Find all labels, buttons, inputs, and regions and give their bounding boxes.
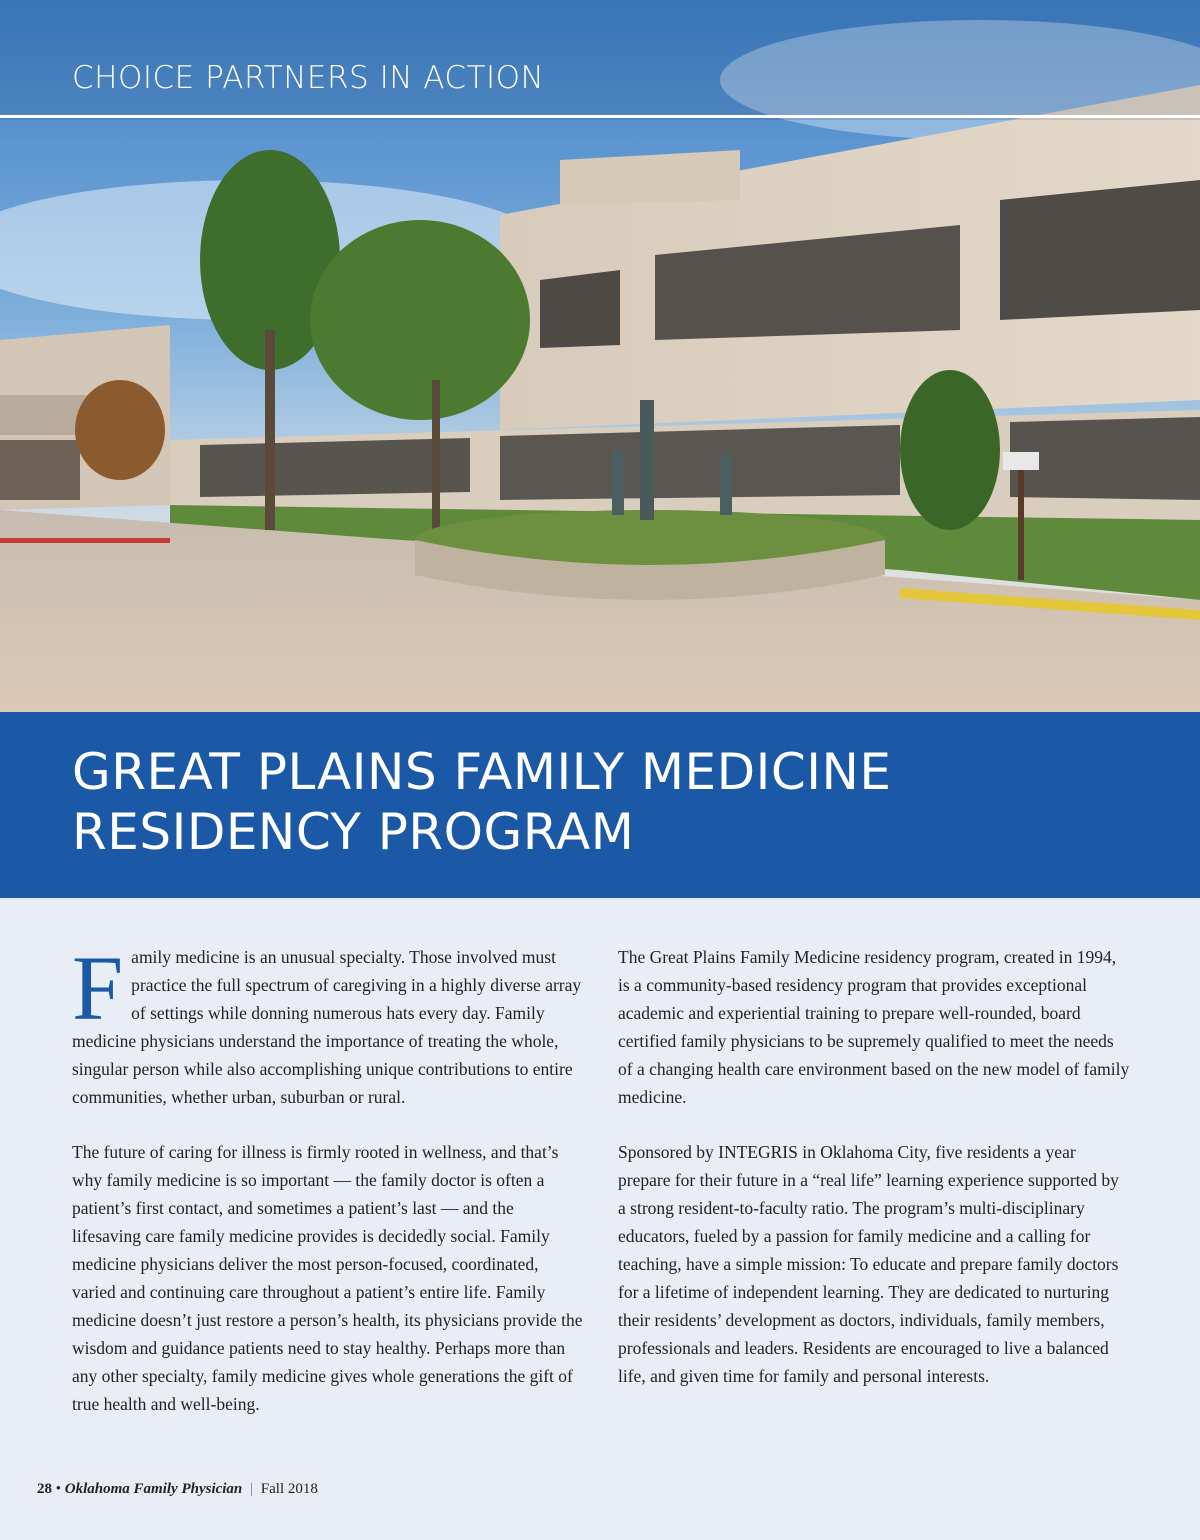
- footer-bullet: •: [55, 1481, 62, 1497]
- hero-photo: [0, 0, 1200, 712]
- building-photo-illustration: [0, 0, 1200, 712]
- right-paragraph-2: Sponsored by INTEGRIS in Oklahoma City, five residents a year prepare for their future in a “real life” learning experience supported by a strong resident-to-faculty ratio. The program’s multi-disciplinary educators, fueled by a passion for family medicine and a calling for teaching, have a simple mission: To educate and prepare family doctors for a lifetime of independent learning. They are dedicated to nurturing their residents’ development as doctors, individuals, family members, professionals and leaders. Residents are encouraged to live a balanced life, and given time for family and personal interests.: [618, 1142, 1119, 1386]
- section-label: CHOICE PARTNERS IN ACTION: [72, 60, 545, 96]
- drop-cap: F: [72, 937, 124, 1039]
- section-divider: [0, 115, 1200, 118]
- left-paragraph-1: [72, 937, 584, 1111]
- issue-date: Fall 2018: [260, 1481, 318, 1497]
- article-title-line-1: GREAT PLAINS FAMILY MEDICINE: [72, 743, 892, 801]
- left-paragraph-1-text: amily medicine is an unusual specialty. Those involved must practice the full spectrum of caregiving in a highly diverse array of settings while donning numerous hats every day. Family medicine physicians understand the importance of treating the whole, singular person while also accomplishing unique contributions to entire communities, whether urban, suburban or rural.: [72, 947, 582, 1107]
- article-title: [72, 742, 892, 862]
- left-column: [72, 937, 584, 1447]
- right-paragraph-1: The Great Plains Family Medicine residency program, created in 1994, is a community-based residency program that provides exceptional academic and experiential training to prepare well-rounded, board certified family physicians to be supremely qualified to meet the needs of a changing health care environment based on the new model of family medicine.: [618, 947, 1130, 1107]
- page-footer: [37, 1481, 318, 1498]
- left-paragraph-2: The future of caring for illness is firmly rooted in wellness, and that’s why family medicine is so important — the family doctor is often a patient’s first contact, and sometimes a patient’s last — and the lifesaving care family medicine provides is decidedly social. Family medicine physicians deliver the most person-focused, coordinated, varied and continuing care throughout a patient’s entire life. Family medicine doesn’t just restore a person’s health, its physicians provide the wisdom and guidance patients need to stay healthy. Perhaps more than any other specialty, family medicine gives whole generations the gift of true health and well-being.: [72, 1142, 583, 1414]
- right-column: [618, 944, 1130, 1419]
- page-number: 28: [37, 1481, 52, 1497]
- article-title-line-2: RESIDENCY PROGRAM: [72, 803, 635, 861]
- magazine-name: Oklahoma Family Physician: [64, 1481, 243, 1497]
- footer-separator: |: [250, 1481, 254, 1497]
- title-band: [0, 712, 1200, 898]
